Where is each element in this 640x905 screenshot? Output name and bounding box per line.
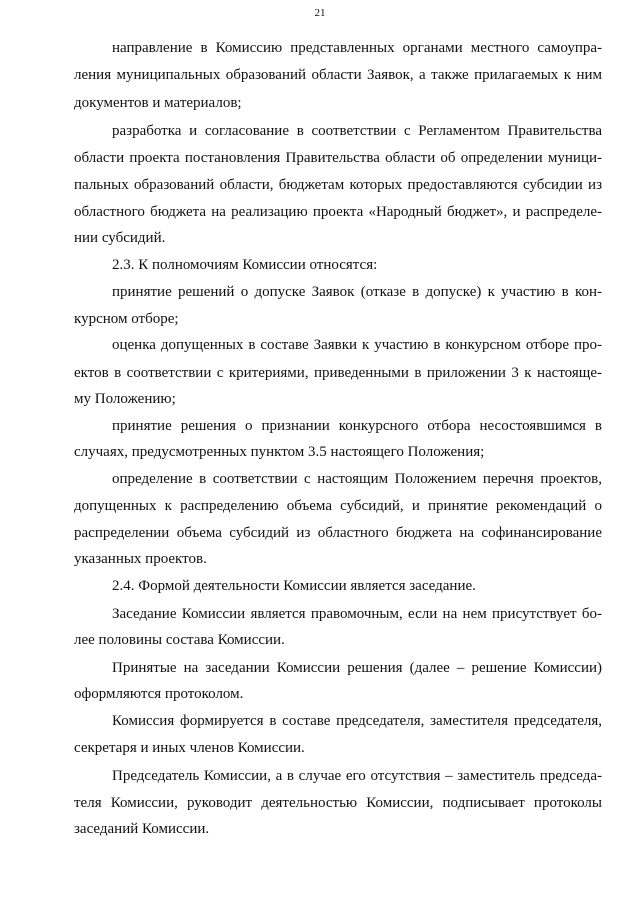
page-number: 21 [314, 7, 326, 19]
text-line: пальных образований области, бюджетам которых предоставляются субсидии из [74, 177, 602, 193]
text-line: принятие решений о допуске Заявок (отказе в допуске) к участию в кон- [112, 284, 602, 300]
text-line: принятие решения о признании конкурсного отбора несостоявшимся в [112, 418, 602, 434]
section-heading-2-4: 2.4. Формой деятельности Комиссии является заседание. [112, 578, 476, 594]
text-line: указанных проектов. [74, 551, 207, 567]
text-line: нии субсидий. [74, 230, 166, 246]
text-line: областного бюджета на реализацию проекта «Народный бюджет», и распределе- [74, 204, 602, 220]
text-line: Председатель Комиссии, а в случае его отсутствия – заместитель председа- [112, 768, 602, 784]
text-line: ектов в соответствии с критериями, приведенными в приложении 3 к настояще- [74, 365, 602, 381]
text-line: лее половины состава Комиссии. [74, 632, 285, 648]
text-line: теля Комиссии, руководит деятельностью Комиссии, подписывает протоколы [74, 795, 602, 811]
section-heading-2-3: 2.3. К полномочиям Комиссии относятся: [112, 257, 378, 273]
text-line: области проекта постановления Правительства области об определении муници- [74, 150, 602, 166]
text-line: оформляются протоколом. [74, 686, 244, 702]
text-line: направление в Комиссию представленных органами местного самоупра- [112, 40, 602, 56]
text-line: секретаря и иных членов Комиссии. [74, 740, 305, 756]
text-line: определение в соответствии с настоящим Положением перечня проектов, [112, 471, 602, 487]
text-line: Комиссия формируется в составе председателя, заместителя председателя, [112, 713, 602, 729]
text-line: ления муниципальных образований области Заявок, а также прилагаемых к ним [74, 67, 602, 83]
text-line: случаях, предусмотренных пунктом 3.5 настоящего Положения; [74, 444, 485, 460]
text-line: курсном отборе; [74, 311, 179, 327]
text-line: Принятые на заседании Комиссии решения (далее – решение Комиссии) [112, 660, 602, 676]
text-line: разработка и согласование в соответствии с Регламентом Правительства [112, 123, 602, 139]
text-line: оценка допущенных в составе Заявки к участию в конкурсном отборе про- [112, 337, 602, 353]
text-line: распределении объема субсидий из областного бюджета на софинансирование [74, 525, 602, 541]
text-line: заседаний Комиссии. [74, 821, 210, 837]
text-line: допущенных к распределению объема субсидий, и принятие рекомендаций о [74, 498, 602, 514]
text-line: Заседание Комиссии является правомочным, если на нем присутствует бо- [112, 606, 602, 622]
text-line: документов и материалов; [74, 95, 242, 111]
text-line: му Положению; [74, 391, 176, 407]
